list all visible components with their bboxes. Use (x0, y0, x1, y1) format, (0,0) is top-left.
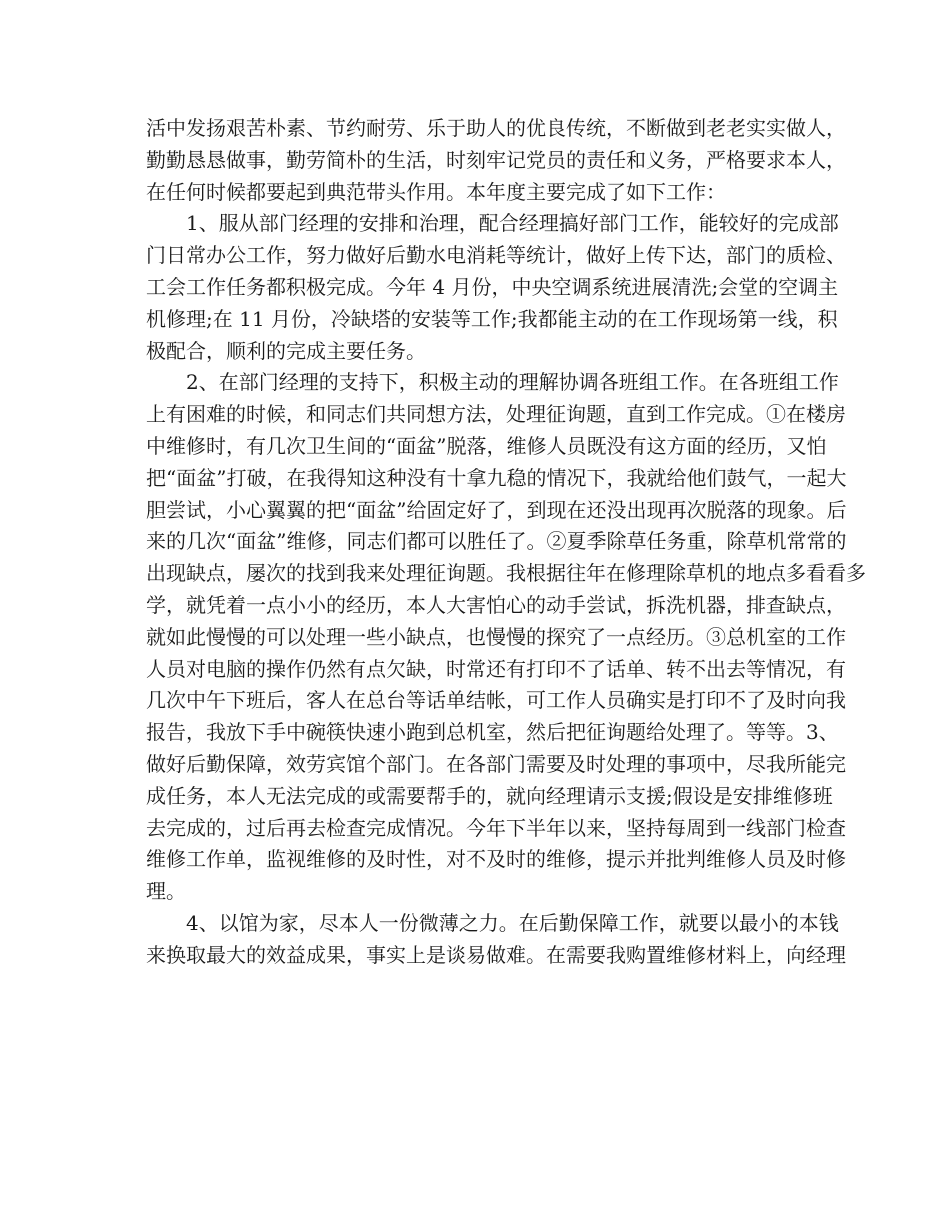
text-line: 维修工作单，监视维修的及时性，对不及时的维修，提示并批判维修人员及时修 (146, 847, 846, 872)
text-line: 勤勤恳恳做事，勤劳简朴的生活，时刻牢记党员的责任和义务，严格要求本人， (146, 147, 846, 172)
text-line: 出现缺点，屡次的找到我来处理征询题。我根据往年在修理除草机的地点多看看多 (146, 561, 866, 586)
text-line: 极配合，顺利的完成主要任务。 (146, 338, 426, 363)
paragraph-2-start: 2、在部门经理的支持下，积极主动的理解协调各班组工作。在各班组工作 (186, 370, 839, 395)
text-line: 上有困难的时候，和同志们共同想方法，处理征询题，直到工作完成。①在楼房 (146, 402, 846, 427)
text-line: 做好后勤保障，效劳宾馆个部门。在各部门需要及时处理的事项中，尽我所能完 (146, 751, 846, 776)
text-line: 中维修时，有几次卫生间的“面盆”脱落，维修人员既没有这方面的经历，又怕 (146, 433, 827, 458)
text-line: 工会工作任务都积极完成。今年 4 月份，中央空调系统进展清洗;会堂的空调主 (146, 274, 839, 299)
text-line: 人员对电脑的操作仍然有点欠缺，时常还有打印不了话单、转不出去等情况，有 (146, 656, 846, 681)
text-line: 在任何时候都要起到典范带头作用。本年度主要完成了如下工作： (146, 179, 726, 204)
text-line: 活中发扬艰苦朴素、节约耐劳、乐于助人的优良传统，不断做到老老实实做人， (146, 116, 846, 140)
text-line: 来换取最大的效益成果，事实上是谈易做难。在需要我购置维修材料上，向经理 (146, 942, 846, 967)
paragraph-4-start: 4、以馆为家，尽本人一份微薄之力。在后勤保障工作，就要以最小的本钱 (186, 910, 839, 935)
paragraph-1-start: 1、服从部门经理的安排和治理，配合经理搞好部门工作，能较好的完成部 (186, 211, 839, 236)
text-line: 报告，我放下手中碗筷快速小跑到总机室，然后把征询题给处理了。等等。3、 (146, 720, 839, 745)
text-line: 机修理;在 11 月份，冷缺塔的安装等工作;我都能主动的在工作现场第一线，积 (146, 306, 838, 331)
text-line: 理。 (146, 879, 186, 904)
text-line: 胆尝试，小心翼翼的把“面盆”给固定好了，到现在还没出现再次脱落的现象。后 (146, 497, 847, 522)
text-line: 就如此慢慢的可以处理一些小缺点，也慢慢的探究了一点经历。③总机室的工作 (146, 624, 846, 649)
text-line: 成任务，本人无法完成的或需要帮手的，就向经理请示支援;假设是安排维修班 (146, 783, 833, 808)
text-line: 门日常办公工作，努力做好后勤水电消耗等统计，做好上传下达，部门的质检、 (146, 243, 846, 268)
text-line: 去完成的，过后再去检查完成情况。今年下半年以来，坚持每周到一线部门检查 (146, 815, 846, 840)
text-line: 来的几次“面盆”维修，同志们都可以胜任了。②夏季除草任务重，除草机常常的 (146, 529, 847, 554)
text-line: 学，就凭着一点小小的经历，本人大害怕心的动手尝试，拆洗机器，排查缺点， (146, 592, 846, 617)
text-line: 把“面盆”打破，在我得知这种没有十拿九稳的情况下，我就给他们鼓气，一起大 (146, 465, 847, 490)
body-text (146, 113, 866, 972)
text-line: 几次中午下班后，客人在总台等话单结帐，可工作人员确实是打印不了及时向我 (146, 688, 846, 713)
